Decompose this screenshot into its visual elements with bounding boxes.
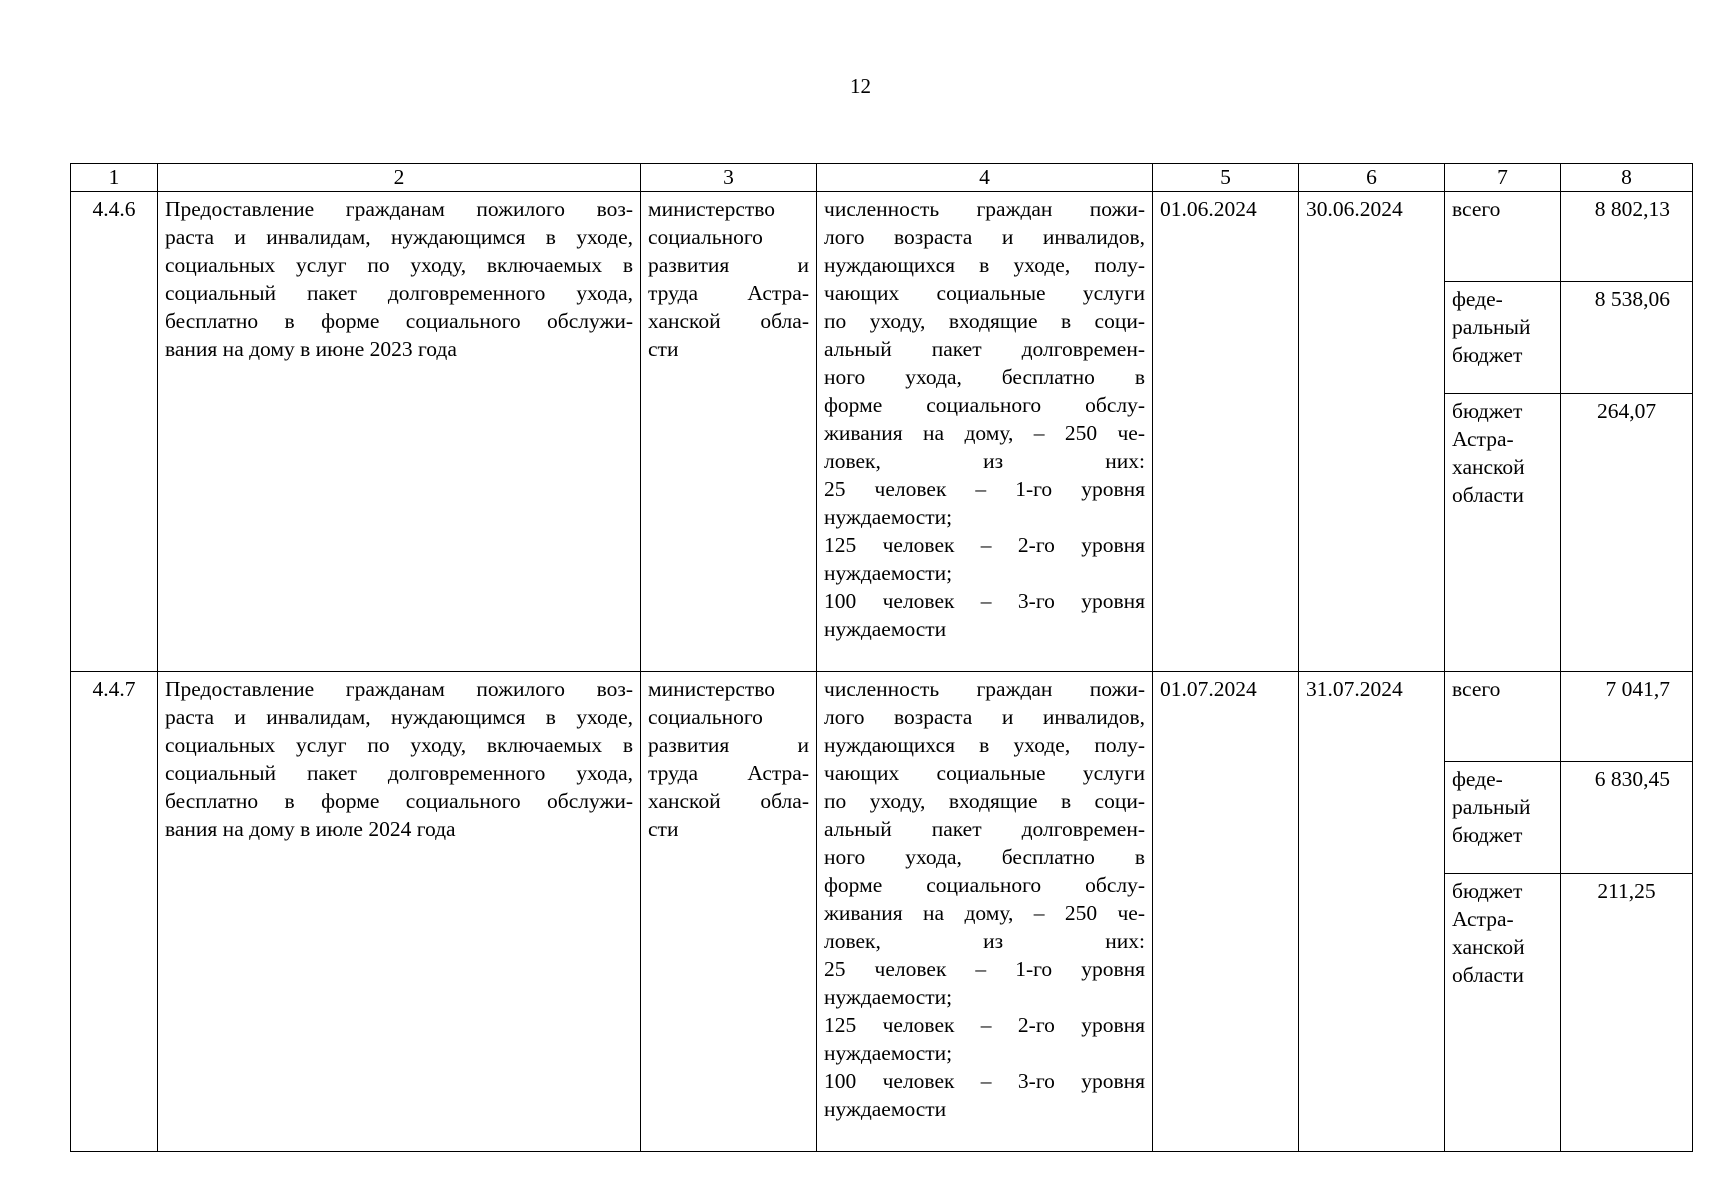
page-number: 12 [850,74,871,98]
text-line: 125 человек – 2-го уровня [824,533,1145,557]
text-line: социальный пакет долговременного ухода, [165,761,633,785]
funding-amount: 8 802,13 [1561,192,1692,282]
text-line: ного ухода, бесплатно в [824,845,1145,869]
funding-source [1445,192,1560,282]
text-line: нуждаемости; [824,561,953,585]
funding-source [1445,282,1560,394]
text-line: ральный [1452,795,1531,819]
text-line: чающих социальные услуги [824,761,1145,785]
text-line: живания на дому, – 250 че- [824,901,1145,925]
end-date: 31.07.2024 [1299,672,1445,1152]
text-line: ханской обла- [648,309,809,333]
text-line: феде- [1452,767,1503,791]
text-line: бесплатно в форме социального обслужи- [165,309,633,333]
funding-sources [1445,192,1561,672]
text-line: развития и [648,253,809,277]
text-line: труда Астра- [648,761,809,785]
text-line: 100 человек – 3-го уровня [824,1069,1145,1093]
funding-amount: 6 830,45 [1561,762,1692,874]
responsible-executor [641,672,817,1152]
text-line: социального [648,225,763,249]
text-line: бюджет [1452,399,1523,423]
text-line: труда Астра- [648,281,809,305]
funding-source [1445,762,1560,874]
text-line: ловек, из них: [824,449,1145,473]
text-line: министерство [648,197,776,221]
text-line: по уходу, входящие в соци- [824,309,1145,333]
header-cell: 6 [1299,164,1445,192]
text-line: развития и [648,733,809,757]
measure-description [158,192,641,672]
text-line: живания на дому, – 250 че- [824,421,1145,445]
start-date: 01.07.2024 [1153,672,1299,1152]
item-number: 4.4.7 [71,672,158,1152]
text-line: социальных услуг по уходу, включаемых в [165,253,633,277]
text-line: нуждающихся в уходе, полу- [824,253,1145,277]
header-cell: 3 [641,164,817,192]
text-line: Астра- [1452,907,1514,931]
funding-source [1445,394,1560,671]
funding-source-stack [1445,192,1560,671]
responsible-executor [641,192,817,672]
text-line: лого возраста и инвалидов, [824,225,1145,249]
funding-amount: 264,07 [1596,399,1657,423]
header-cell: 1 [71,164,158,192]
text-line: ханской обла- [648,789,809,813]
text-line: нуждаемости [824,617,947,641]
funding-amount-stack [1561,192,1692,671]
header-cell: 8 [1561,164,1693,192]
text-line: нуждаемости [824,1097,947,1121]
header-cell: 2 [158,164,641,192]
text-line: ханской [1452,455,1525,479]
end-date: 30.06.2024 [1299,192,1445,672]
text-line: ральный [1452,315,1531,339]
funding-amount: 8 538,06 [1561,282,1692,394]
text-line: раста и инвалидам, нуждающимся в уходе, [165,705,633,729]
table-row [71,672,1693,1152]
text-line: нуждаемости; [824,505,953,529]
header-cell: 5 [1153,164,1299,192]
text-line: сти [648,337,679,361]
text-line: всего [1452,197,1501,221]
text-line: феде- [1452,287,1503,311]
text-line: лого возраста и инвалидов, [824,705,1145,729]
header-cell: 4 [817,164,1153,192]
text-line: социальных услуг по уходу, включаемых в [165,733,633,757]
measure-description [158,672,641,1152]
text-line: Астра- [1452,427,1514,451]
funding-sources [1445,672,1561,1152]
text-line: области [1452,483,1524,507]
start-date: 01.06.2024 [1153,192,1299,672]
text-line: нуждаемости; [824,985,953,1009]
funding-source [1445,874,1560,1151]
funding-amounts [1561,192,1693,672]
result-indicator [817,672,1153,1152]
text-line: численность граждан пожи- [824,197,1145,221]
text-line: бесплатно в форме социального обслужи- [165,789,633,813]
text-line: бюджет [1452,879,1523,903]
funding-amount: 211,25 [1597,879,1656,903]
text-line: чающих социальные услуги [824,281,1145,305]
table-row [71,192,1693,672]
text-line: министерство [648,677,776,701]
plan-table [70,163,1693,1152]
funding-source [1445,672,1560,762]
text-line: раста и инвалидам, нуждающимся в уходе, [165,225,633,249]
text-line: форме социального обслу- [824,393,1145,417]
text-line: 25 человек – 1-го уровня [824,477,1145,501]
text-line: Предоставление гражданам пожилого воз- [165,197,633,221]
text-line: альный пакет долговремен- [824,337,1145,361]
text-line: бюджет [1452,343,1523,367]
text-line: 100 человек – 3-го уровня [824,589,1145,613]
text-line: всего [1452,677,1501,701]
text-line: социального [648,705,763,729]
text-line: бюджет [1452,823,1523,847]
funding-amounts [1561,672,1693,1152]
funding-source-stack [1445,672,1560,1151]
text-line: численность граждан пожи- [824,677,1145,701]
text-line: альный пакет долговремен- [824,817,1145,841]
item-number: 4.4.6 [71,192,158,672]
funding-amount-stack [1561,672,1692,1151]
text-line: сти [648,817,679,841]
text-line: ловек, из них: [824,929,1145,953]
text-line: 25 человек – 1-го уровня [824,957,1145,981]
column-number-header [71,164,1693,192]
text-line: области [1452,963,1524,987]
header-cell: 7 [1445,164,1561,192]
text-line: ного ухода, бесплатно в [824,365,1145,389]
text-line: по уходу, входящие в соци- [824,789,1145,813]
text-line: социальный пакет долговременного ухода, [165,281,633,305]
text-line: вания на дому в июне 2023 года [165,337,457,361]
text-line: нуждаемости; [824,1041,953,1065]
funding-amount: 7 041,7 [1561,672,1692,762]
text-line: нуждающихся в уходе, полу- [824,733,1145,757]
text-line: 125 человек – 2-го уровня [824,1013,1145,1037]
text-line: вания на дому в июле 2024 года [165,817,456,841]
text-line: ханской [1452,935,1525,959]
result-indicator [817,192,1153,672]
text-line: Предоставление гражданам пожилого воз- [165,677,633,701]
text-line: форме социального обслу- [824,873,1145,897]
